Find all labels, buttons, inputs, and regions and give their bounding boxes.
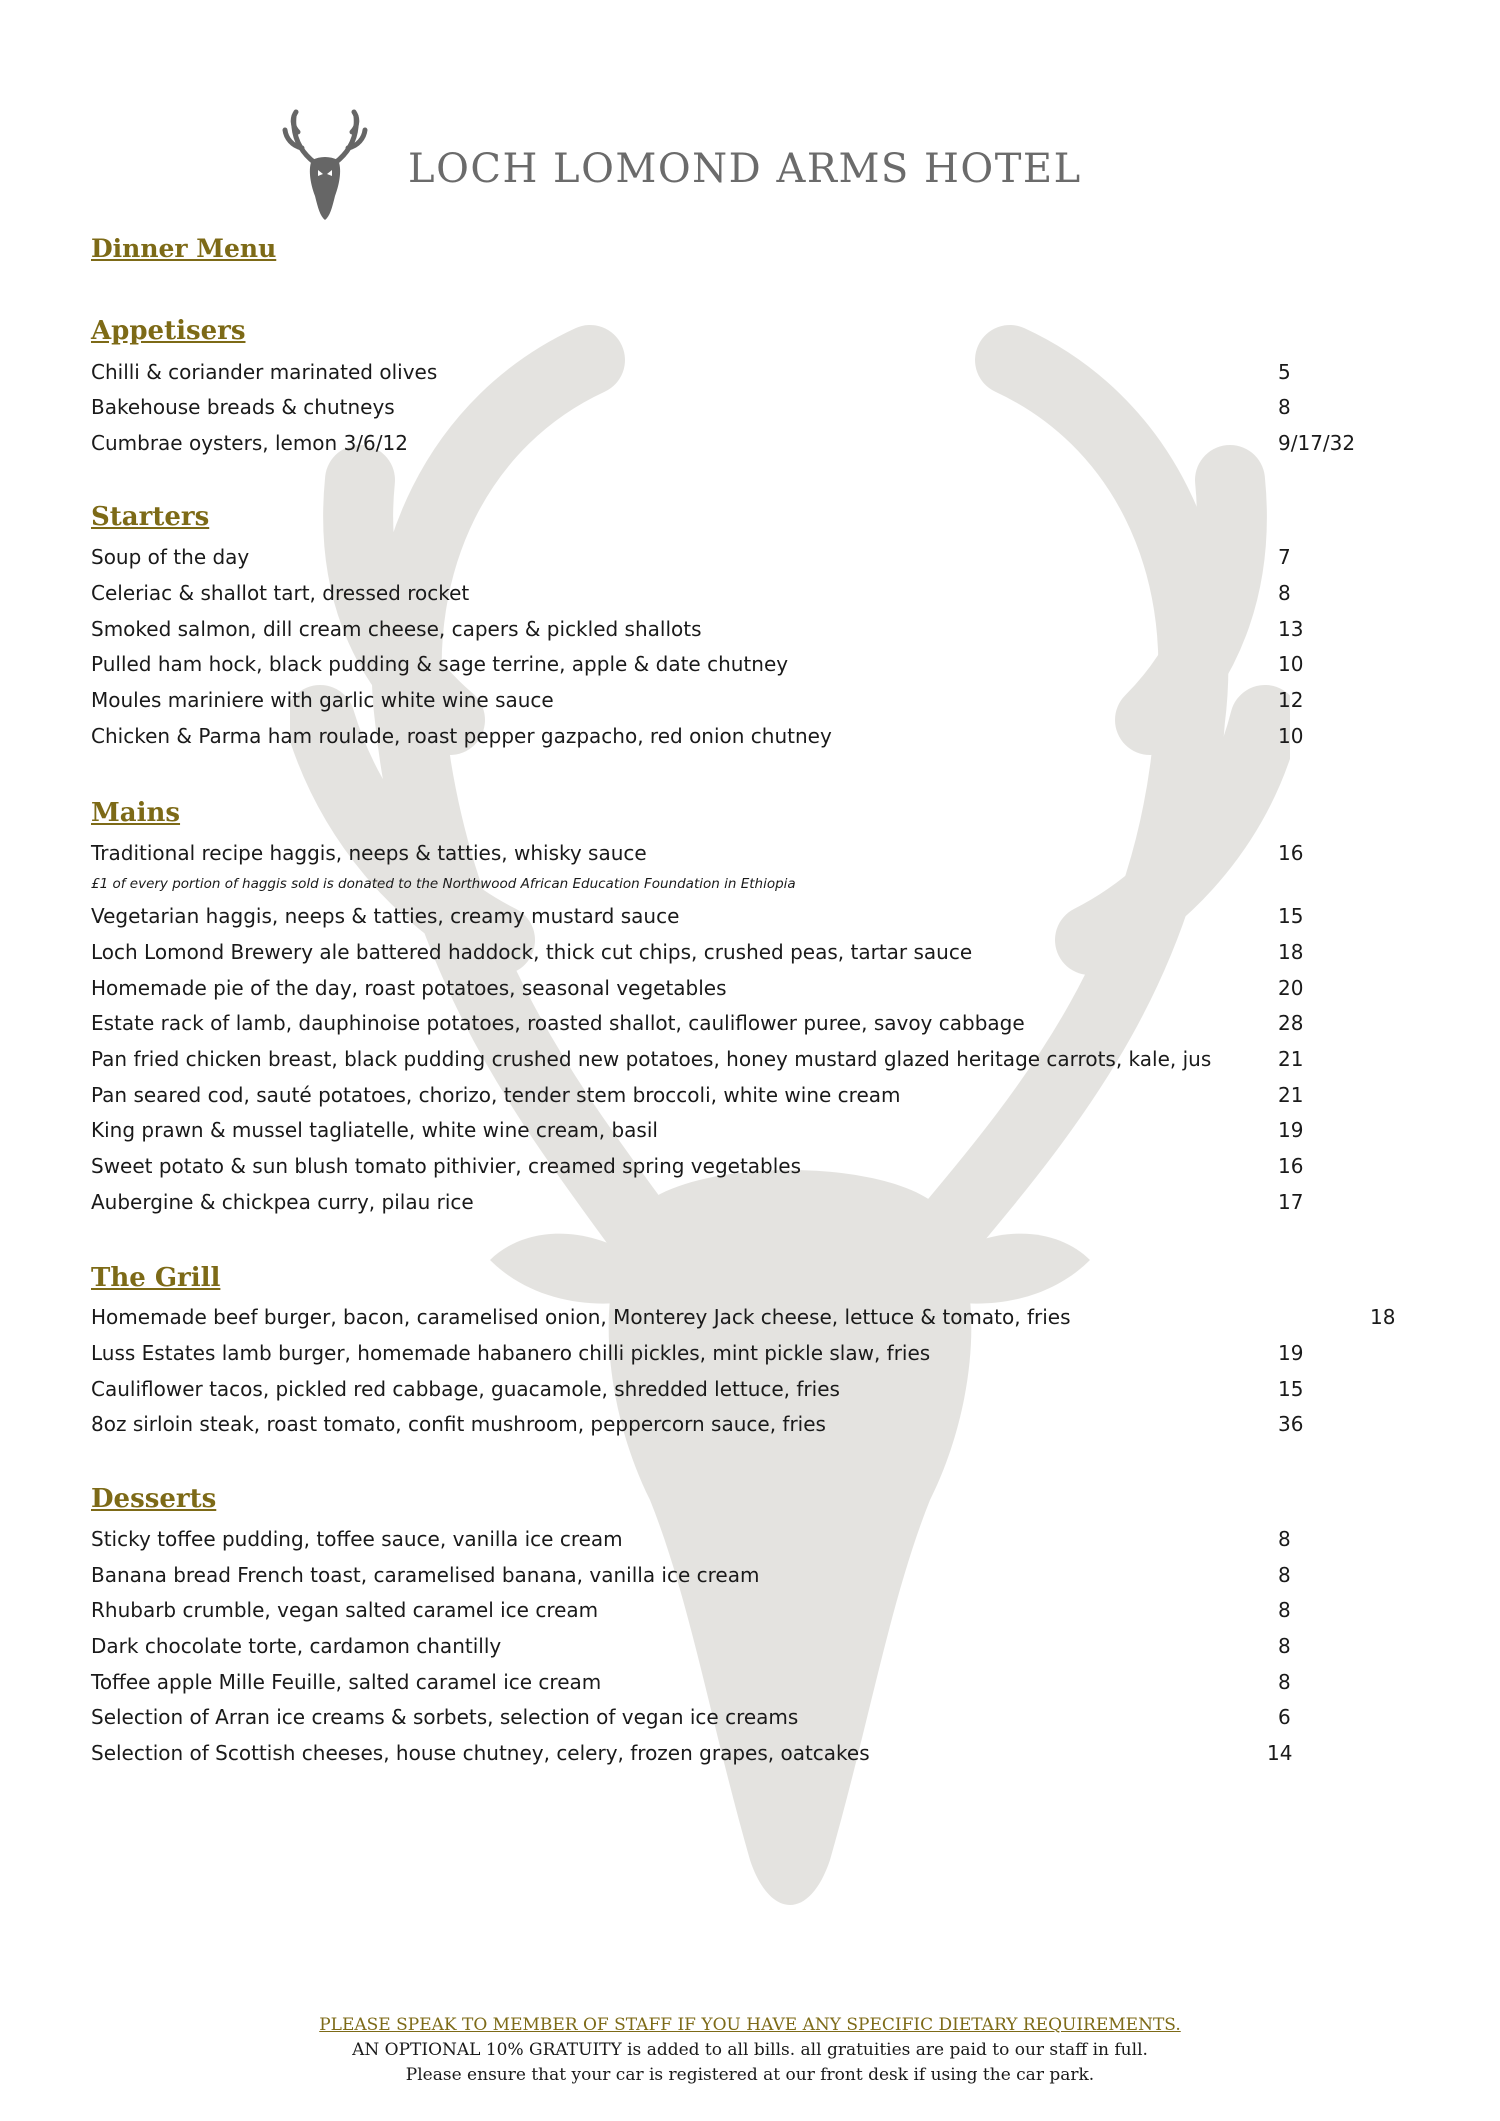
section-heading-starters: Starters — [91, 502, 210, 532]
section-heading-appetisers: Appetisers — [91, 316, 246, 346]
menu-item-price: 18 — [1370, 1305, 1396, 1329]
menu-item-price: 21 — [1278, 1047, 1304, 1071]
menu-item-price: 8 — [1278, 1563, 1291, 1587]
menu-item: Sticky toffee pudding, toffee sauce, vanilla ice cream — [91, 1527, 623, 1551]
menu-item: King prawn & mussel tagliatelle, white wine cream, basil — [91, 1118, 658, 1142]
menu-item-price: 20 — [1278, 976, 1304, 1000]
menu-item: Pulled ham hock, black pudding & sage terrine, apple & date chutney — [91, 652, 789, 676]
dietary-notice: PLEASE SPEAK TO MEMBER OF STAFF IF YOU HAVE ANY SPECIFIC DIETARY REQUIREMENTS. — [319, 2015, 1181, 2035]
menu-item-price: 10 — [1278, 724, 1304, 748]
menu-item-price: 8 — [1278, 1670, 1291, 1694]
menu-item-price: 18 — [1278, 940, 1304, 964]
menu-item-price: 21 — [1278, 1083, 1304, 1107]
menu-item-price: 10 — [1278, 652, 1304, 676]
menu-item: Aubergine & chickpea curry, pilau rice — [91, 1190, 474, 1214]
menu-item: Banana bread French toast, caramelised banana, vanilla ice cream — [91, 1563, 760, 1587]
menu-item: Estate rack of lamb, dauphinoise potatoes, roasted shallot, cauliflower puree, savoy cabbage — [91, 1011, 1025, 1035]
menu-item-price: 13 — [1278, 617, 1304, 641]
menu-item-price: 8 — [1278, 581, 1291, 605]
menu-item-price: 8 — [1278, 1634, 1291, 1658]
menu-item: Pan seared cod, sauté potatoes, chorizo, tender stem broccoli, white wine cream — [91, 1083, 901, 1107]
menu-item: Soup of the day — [91, 545, 250, 569]
section-heading-desserts: Desserts — [91, 1484, 217, 1514]
menu-item: Smoked salmon, dill cream cheese, capers & pickled shallots — [91, 617, 702, 641]
menu-item: Homemade pie of the day, roast potatoes, seasonal vegetables — [91, 976, 727, 1000]
menu-item-price: 8 — [1278, 1598, 1291, 1622]
menu-title: Dinner Menu — [91, 234, 277, 263]
menu-item: Toffee apple Mille Feuille, salted caramel ice cream — [91, 1670, 602, 1694]
menu-item-price: 8 — [1278, 395, 1291, 419]
menu-item: Luss Estates lamb burger, homemade habanero chilli pickles, mint pickle slaw, fries — [91, 1341, 931, 1365]
menu-item: Sweet potato & sun blush tomato pithivier, creamed spring vegetables — [91, 1154, 802, 1178]
menu-item-price: 16 — [1278, 841, 1304, 865]
section-heading-grill: The Grill — [91, 1263, 221, 1293]
menu-item: Vegetarian haggis, neeps & tatties, creamy mustard sauce — [91, 904, 680, 928]
menu-item: Moules mariniere with garlic white wine sauce — [91, 688, 554, 712]
menu-item-price: 5 — [1278, 360, 1291, 384]
menu-item-price: 28 — [1278, 1011, 1304, 1035]
haggis-donation-note: £1 of every portion of haggis sold is donated to the Northwood African Education Foundation in Ethiopia — [91, 876, 796, 892]
menu-item-price: 17 — [1278, 1190, 1304, 1214]
hotel-name: LOCH LOMOND ARMS HOTEL — [408, 146, 1082, 192]
menu-item: Chilli & coriander marinated olives — [91, 360, 438, 384]
menu-item: 8oz sirloin steak, roast tomato, confit mushroom, peppercorn sauce, fries — [91, 1412, 826, 1436]
menu-item: Rhubarb crumble, vegan salted caramel ice cream — [91, 1598, 599, 1622]
menu-item: Pan fried chicken breast, black pudding crushed new potatoes, honey mustard glazed heritage carrots, kale, jus — [91, 1047, 1212, 1071]
menu-item-price: 36 — [1278, 1412, 1304, 1436]
stag-head-icon — [280, 108, 370, 223]
menu-item-price: 16 — [1278, 1154, 1304, 1178]
section-heading-mains: Mains — [91, 798, 181, 828]
menu-item: Loch Lomond Brewery ale battered haddock, thick cut chips, crushed peas, tartar sauce — [91, 940, 973, 964]
menu-item: Traditional recipe haggis, neeps & tatties, whisky sauce — [91, 841, 647, 865]
menu-item-price: 8 — [1278, 1527, 1291, 1551]
menu-item: Homemade beef burger, bacon, caramelised onion, Monterey Jack cheese, lettuce & tomato, fries — [91, 1305, 1071, 1329]
menu-item-price: 19 — [1278, 1341, 1304, 1365]
menu-item-price: 14 — [1267, 1741, 1293, 1765]
hotel-header — [280, 108, 1180, 223]
menu-item-price: 9/17/32 — [1278, 431, 1356, 455]
menu-item-price: 15 — [1278, 904, 1304, 928]
menu-item-price: 15 — [1278, 1377, 1304, 1401]
menu-item: Dark chocolate torte, cardamon chantilly — [91, 1634, 502, 1658]
menu-item: Celeriac & shallot tart, dressed rocket — [91, 581, 470, 605]
menu-item-price: 12 — [1278, 688, 1304, 712]
menu-item: Bakehouse breads & chutneys — [91, 395, 395, 419]
menu-item-price: 19 — [1278, 1118, 1304, 1142]
menu-item: Chicken & Parma ham roulade, roast pepper gazpacho, red onion chutney — [91, 724, 832, 748]
gratuity-notice: AN OPTIONAL 10% GRATUITY is added to all bills. all gratuities are paid to our staff in full. — [352, 2040, 1148, 2060]
menu-item: Selection of Arran ice creams & sorbets, selection of vegan ice creams — [91, 1705, 799, 1729]
parking-notice: Please ensure that your car is registered at our front desk if using the car park. — [405, 2065, 1095, 2085]
menu-item: Cauliflower tacos, pickled red cabbage, guacamole, shredded lettuce, fries — [91, 1377, 840, 1401]
menu-item: Selection of Scottish cheeses, house chutney, celery, frozen grapes, oatcakes — [91, 1741, 870, 1765]
menu-item-price: 7 — [1278, 545, 1291, 569]
menu-item: Cumbrae oysters, lemon 3/6/12 — [91, 431, 408, 455]
menu-item-price: 6 — [1278, 1705, 1291, 1729]
